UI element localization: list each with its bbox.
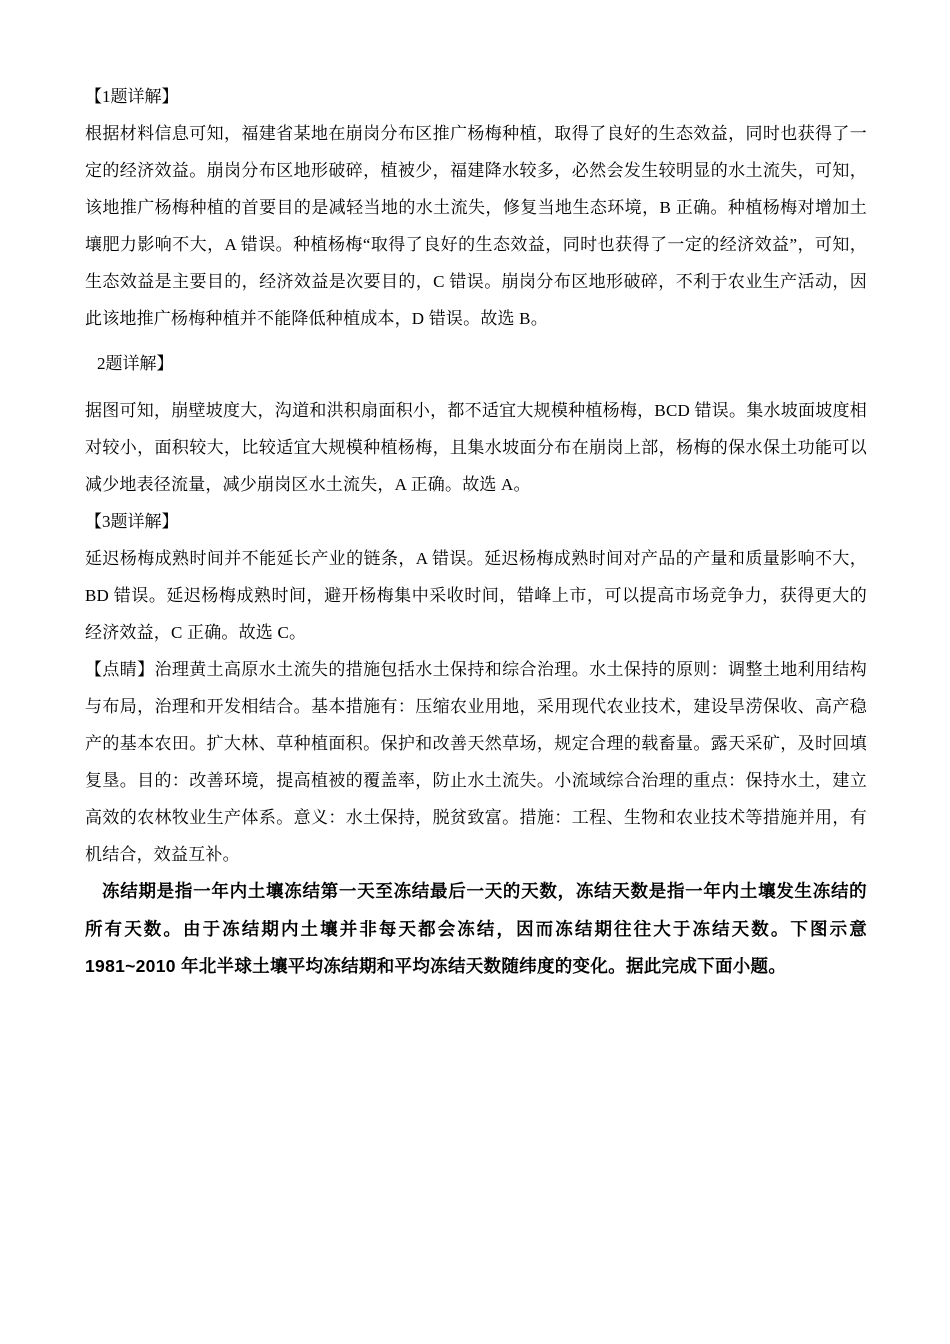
- explanation-q2-body: 据图可知，崩壁坡度大，沟道和洪积扇面积小，都不适宜大规模种植杨梅，BCD 错误。集水坡面坡度相对较小，面积较大，比较适宜大规模种植杨梅，且集水坡面分布在崩岗上部，杨梅的保水保土功能可以减少地表径流量，减少崩岗区水土流失，A 正确。故选 A。: [85, 401, 867, 494]
- explanation-q3-body: 延迟杨梅成熟时间并不能延长产业的链条，A 错误。延迟杨梅成熟时间对产品的产量和质量影响不大，BD 错误。延迟杨梅成熟时间，避开杨梅集中采收时间，错峰上市，可以提高市场竞争力，获得更大的经济效益，C 正确。故选 C。: [85, 549, 867, 642]
- key-point-body: 【点睛】治理黄土高原水土流失的措施包括水土保持和综合治理。水土保持的原则：调整土地利用结构与布局，治理和开发相结合。基本措施有：压缩农业用地，采用现代农业技术，建设旱涝保收、高产稳产的基本农田。扩大林、草种植面积。保护和改善天然草场，规定合理的载畜量。露天采矿，及时回填复垦。目的：改善环境，提高植被的覆盖率，防止水土流失。小流域综合治理的重点：保持水土，建立高效的农林牧业生产体系。意义：水土保持，脱贫致富。措施：工程、生物和农业技术等措施并用，有机结合，效益互补。: [85, 660, 867, 864]
- next-question-material-body: 冻结期是指一年内土壤冻结第一天至冻结最后一天的天数，冻结天数是指一年内土壤发生冻结的所有天数。由于冻结期内土壤并非每天都会冻结，因而冻结期往往大于冻结天数。下图示意 1981~2010 年北半球土壤平均冻结期和平均冻结天数随纬度的变化。据此完成下面小题。: [85, 881, 867, 976]
- explanation-q2-heading: 2题详解】: [97, 354, 174, 373]
- explanation-q1-body: 根据材料信息可知，福建省某地在崩岗分布区推广杨梅种植，取得了良好的生态效益，同时也获得了一定的经济效益。崩岗分布区地形破碎，植被少，福建降水较多，必然会发生较明显的水土流失，可知，该地推广杨梅种植的首要目的是减轻当地的水土流失，修复当地生态环境，B 正确。种植杨梅对增加土壤肥力影响不大，A 错误。种植杨梅“取得了良好的生态效益，同时也获得了一定的经济效益”，可知，生态效益是主要目的，经济效益是次要目的，C 错误。崩岗分布区地形破碎，不利于农业生产活动，因此该地推广杨梅种植并不能降低种植成本，D 错误。故选 B。: [85, 124, 867, 328]
- explanation-q1-heading: 【1题详解】: [85, 87, 179, 106]
- explanation-q3-heading: 【3题详解】: [85, 512, 179, 531]
